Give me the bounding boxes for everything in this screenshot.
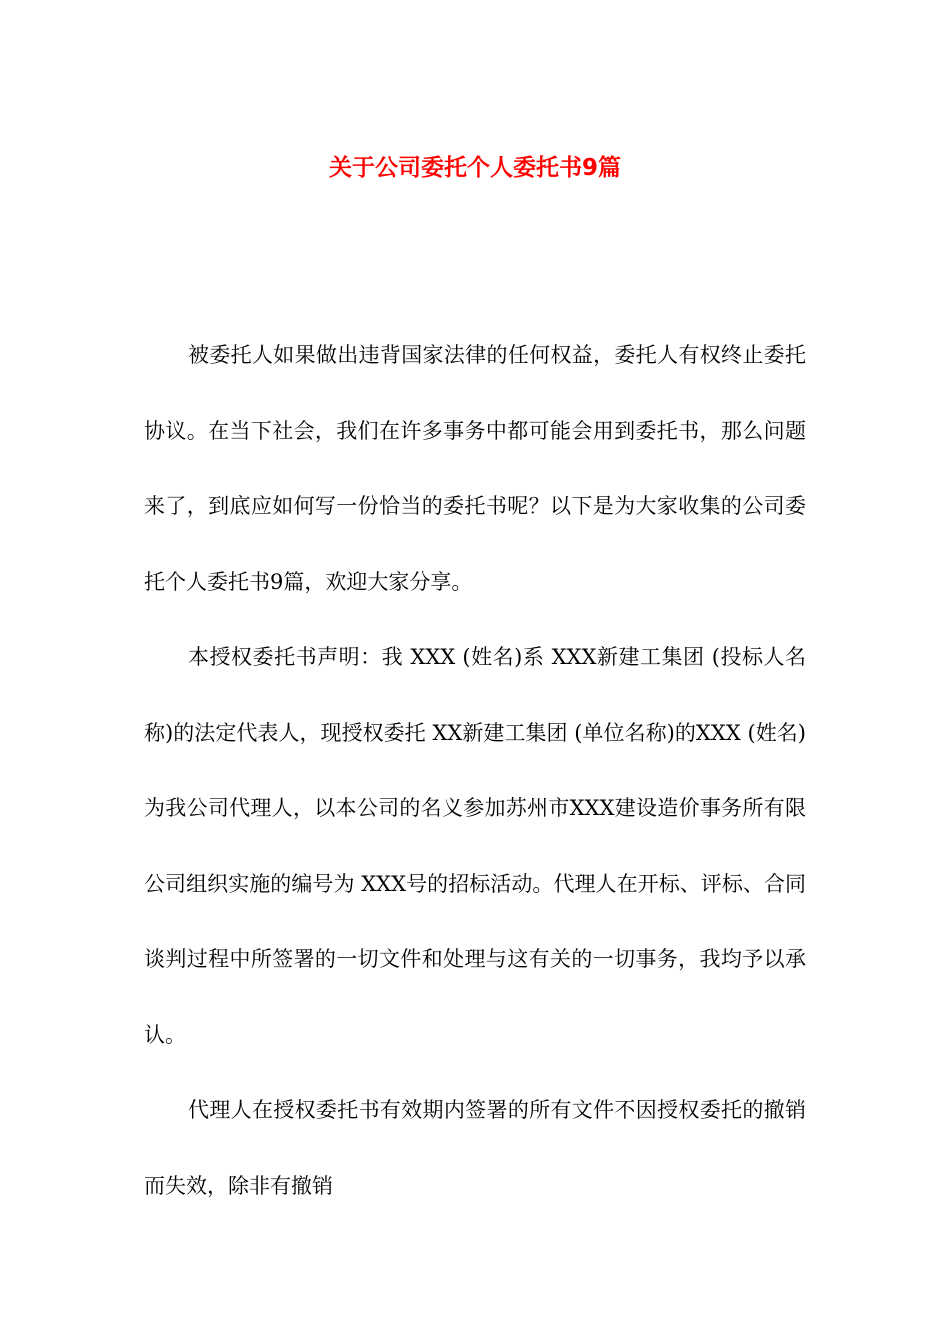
paragraph-intro: 被委托人如果做出违背国家法律的任何权益，委托人有权终止委托协议。在当下社会，我们在许多事务中都可能会用到委托书，那么问题来了，到底应如何写一份恰当的委托书呢？以下是为大家收集的公司委托个人委托书9篇，欢迎大家分享。 xyxy=(144,343,806,594)
document-title: 关于公司委托个人委托书9篇 xyxy=(328,155,621,182)
paragraph-authorization-statement: 本授权委托书声明：我 XXX (姓名)系 XXX新建工集团 (投标人名称)的法定代表人，现授权委托 XX新建工集团 (单位名称)的XXX (姓名)为我公司代理人，以本公司的名义参加苏州市XXX建设造价事务所有限公司组织实施的编号为 XXX号的招标活动。代理人在开标、评标、合同谈判过程中所签署的一切文件和处理与这有关的一切事务，我均予以承认。 xyxy=(144,645,806,1047)
paragraph-validity: 代理人在授权委托书有效期内签署的所有文件不因授权委托的撤销而失效，除非有撤销 xyxy=(144,1098,806,1198)
document-body xyxy=(144,318,806,1224)
